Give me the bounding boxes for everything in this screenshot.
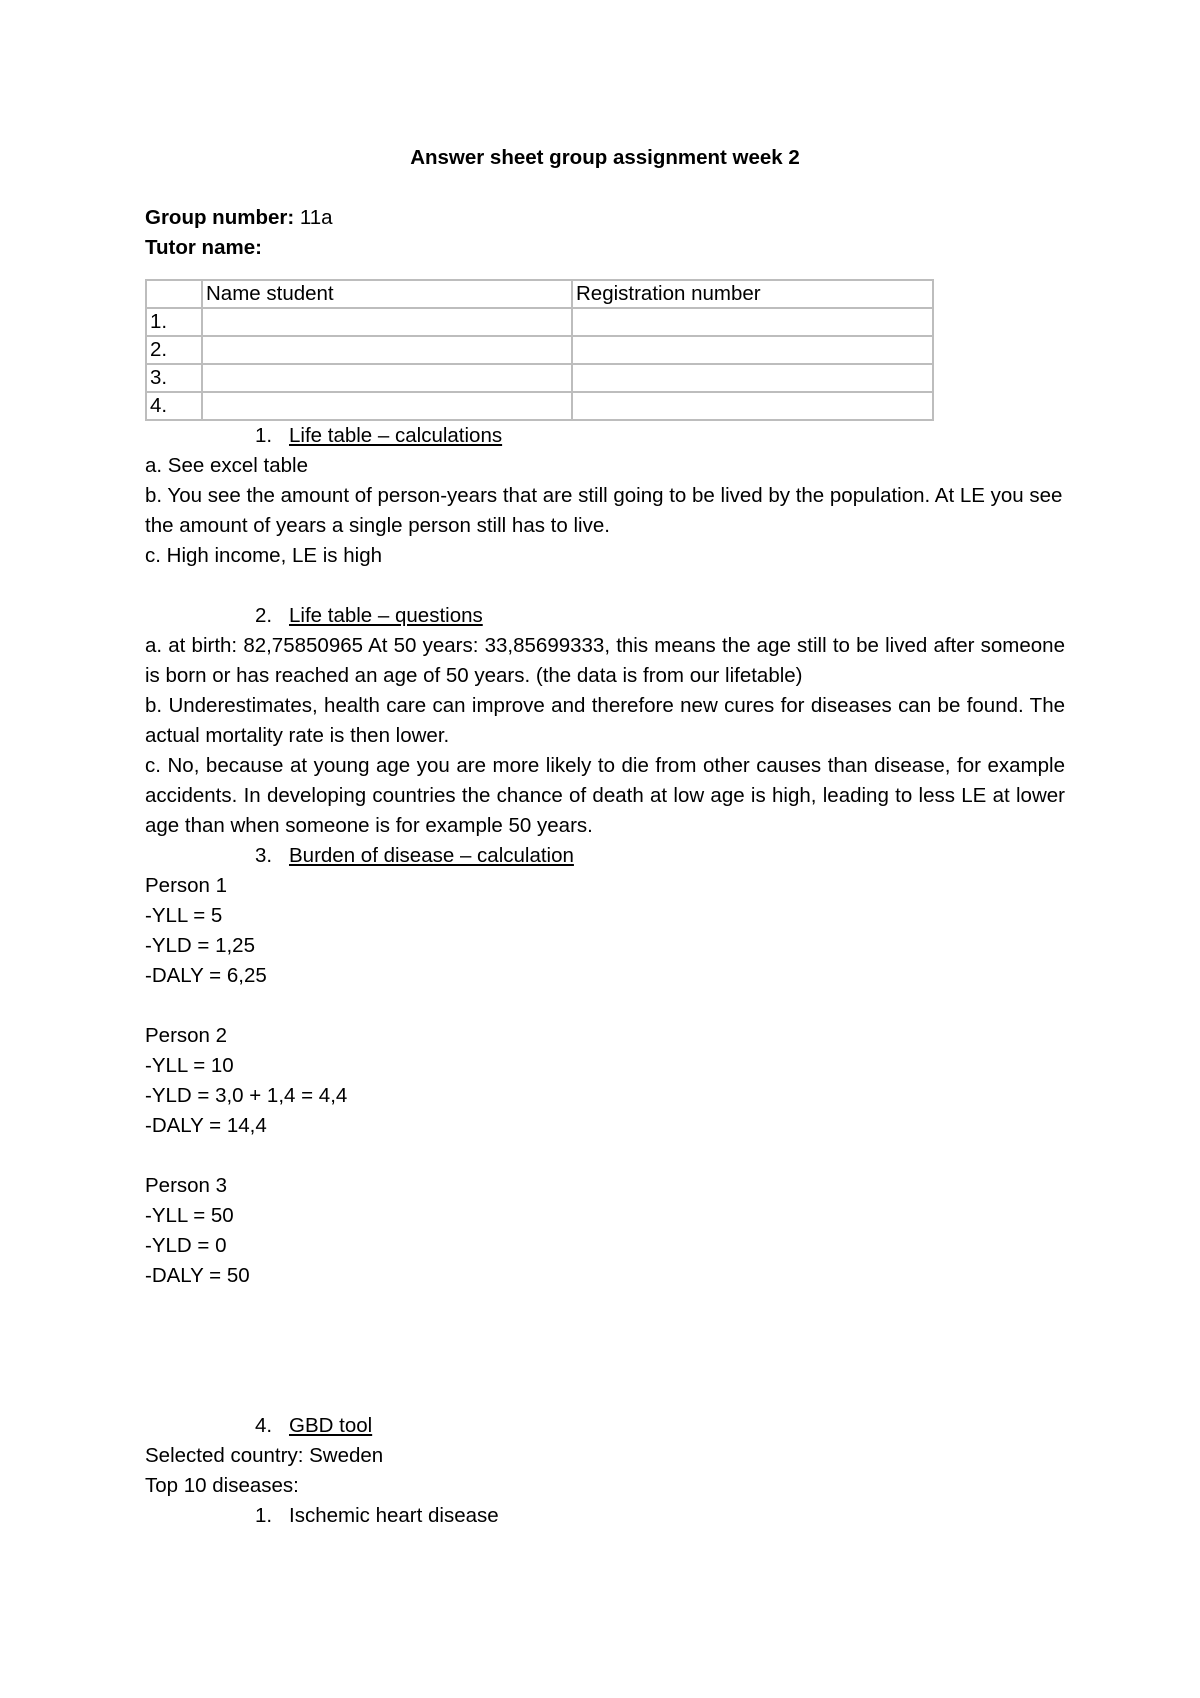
- table-row: [146, 392, 933, 420]
- spacer: [145, 991, 1065, 1021]
- group-number-line: [145, 203, 1065, 233]
- section-title: Life table – calculations: [289, 424, 503, 447]
- table-cell: [202, 364, 572, 392]
- answer-2a: a. at birth: 82,75850965 At 50 years: 33,85699333, this means the age still to be lived after someone is born or has reached an age of 50 years. (the data is from our lifetable): [145, 634, 1065, 687]
- person-2-label: Person 2: [145, 1024, 228, 1047]
- section-1-heading: [145, 421, 1065, 451]
- list-item-number: 1.: [255, 1504, 273, 1527]
- answer-2c: c. No, because at young age you are more likely to die from other causes than disease, for example accidents. In developing countries the chance of death at low age is high, leading to less LE at lower age than when someone is for example 50 years.: [145, 754, 1065, 837]
- group-number-value: 11a: [299, 206, 333, 229]
- table-cell: [572, 308, 933, 336]
- student-table: [145, 279, 934, 421]
- answer-1a: a. See excel table: [145, 454, 308, 477]
- section-title: Life table – questions: [289, 604, 483, 627]
- table-cell: 3.: [146, 364, 202, 392]
- person-3-yld: -YLD = 0: [145, 1234, 227, 1257]
- table-cell: 2.: [146, 336, 202, 364]
- section-number: 2.: [255, 604, 273, 627]
- section-number: 4.: [255, 1414, 273, 1437]
- section-title: Burden of disease – calculation: [289, 844, 574, 867]
- list-item-text: Ischemic heart disease: [289, 1504, 499, 1527]
- person-3-daly: -DALY = 50: [145, 1264, 250, 1287]
- group-number-label: Group number:: [145, 206, 295, 229]
- table-cell: [202, 392, 572, 420]
- section-3-heading: [145, 841, 1065, 871]
- table-header-cell: Registration number: [572, 280, 933, 308]
- section-4-heading: [145, 1411, 1065, 1441]
- document-page: [145, 143, 1065, 1531]
- person-2-yld: -YLD = 3,0 + 1,4 = 4,4: [145, 1084, 348, 1107]
- table-cell: [572, 336, 933, 364]
- table-row: [146, 336, 933, 364]
- person-1-yld: -YLD = 1,25: [145, 934, 255, 957]
- table-cell: 1.: [146, 308, 202, 336]
- person-1-label: Person 1: [145, 874, 228, 897]
- table-cell: [572, 392, 933, 420]
- person-2-daly: -DALY = 14,4: [145, 1114, 267, 1137]
- table-cell: [202, 336, 572, 364]
- table-cell: 4.: [146, 392, 202, 420]
- spacer: [145, 173, 1065, 203]
- section-title: GBD tool: [289, 1414, 373, 1437]
- document-title: Answer sheet group assignment week 2: [410, 146, 800, 169]
- section-number: 1.: [255, 424, 273, 447]
- list-item: [145, 1501, 1065, 1531]
- table-header-row: [146, 280, 933, 308]
- table-header-cell: Name student: [202, 280, 572, 308]
- tutor-name-label: Tutor name:: [145, 236, 262, 259]
- selected-country: Selected country: Sweden: [145, 1444, 384, 1467]
- spacer: [145, 1291, 1065, 1411]
- table-header-cell: [146, 280, 202, 308]
- answer-1b: b. You see the amount of person-years that are still going to be lived by the population. At LE you see the amount of years a single person still has to live.: [145, 484, 1063, 537]
- spacer: [145, 571, 1065, 601]
- person-3-yll: -YLL = 50: [145, 1204, 234, 1227]
- person-2-yll: -YLL = 10: [145, 1054, 234, 1077]
- spacer: [145, 1141, 1065, 1171]
- person-1-yll: -YLL = 5: [145, 904, 223, 927]
- section-number: 3.: [255, 844, 273, 867]
- table-row: [146, 364, 933, 392]
- person-1-daly: -DALY = 6,25: [145, 964, 267, 987]
- section-2-heading: [145, 601, 1065, 631]
- table-cell: [572, 364, 933, 392]
- answer-1c: c. High income, LE is high: [145, 544, 383, 567]
- top-diseases-label: Top 10 diseases:: [145, 1474, 299, 1497]
- table-row: [146, 308, 933, 336]
- answer-2b: b. Underestimates, health care can improve and therefore new cures for diseases can be found. The actual mortality rate is then lower.: [145, 694, 1065, 747]
- person-3-label: Person 3: [145, 1174, 228, 1197]
- table-cell: [202, 308, 572, 336]
